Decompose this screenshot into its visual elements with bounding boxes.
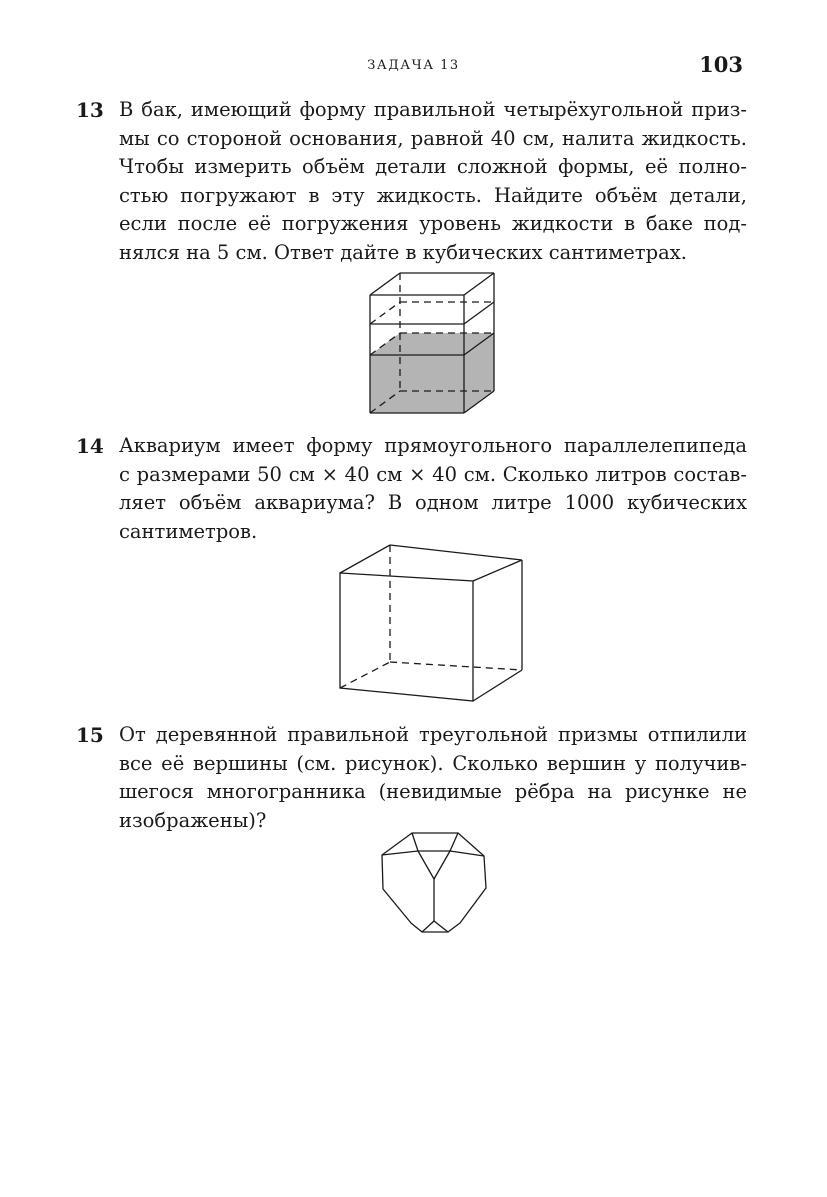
text-line: шегося многогранника (невидимые рёбра на рисунке не [119, 780, 747, 804]
text-line: мы со стороной основания, равной 40 см, налита жидкость. [119, 126, 747, 150]
visible-edges [382, 833, 486, 932]
header-title: ЗАДАЧА 13 [367, 58, 460, 73]
text-line: Чтобы измерить объём детали сложной формы, её полно- [119, 155, 747, 179]
text-line: В бак, имеющий форму правильной четырёхугольной приз- [119, 98, 747, 121]
problem-text [119, 96, 747, 268]
page-number: 103 [699, 52, 743, 77]
text-line: стью погружают в эту жидкость. Найдите объём детали, [119, 183, 747, 207]
liquid-front-face [370, 355, 464, 413]
problem-number: 14 [76, 434, 104, 458]
problem-number: 13 [76, 98, 104, 122]
text-line: нялся на 5 см. Ответ дайте в кубических сантиметрах. [119, 240, 687, 264]
text-line: Аквариум имеет форму прямоугольного параллелепипеда [119, 434, 747, 457]
problem-text [119, 432, 747, 546]
hidden-edges [340, 545, 522, 688]
problem-text [119, 721, 747, 835]
text-line: изображены)? [119, 808, 267, 832]
text-line: сантиметров. [119, 519, 258, 543]
text-line: с размерами 50 см × 40 см × 40 см. Сколько литров состав- [119, 462, 747, 486]
visible-edges [340, 545, 522, 701]
aquarium-figure [332, 538, 532, 710]
text-line: ляет объём аквариума? В одном литре 1000 кубических [119, 491, 747, 515]
text-line: если после её погружения уровень жидкости в баке под- [119, 212, 747, 236]
truncated-prism-figure [376, 826, 492, 940]
text-line: все её вершины (см. рисунок). Сколько вершин у получив- [119, 751, 747, 775]
tank-figure [360, 268, 500, 418]
text-line: От деревянной правильной треугольной призмы отпилили [119, 723, 747, 746]
problem-number: 15 [76, 723, 104, 747]
